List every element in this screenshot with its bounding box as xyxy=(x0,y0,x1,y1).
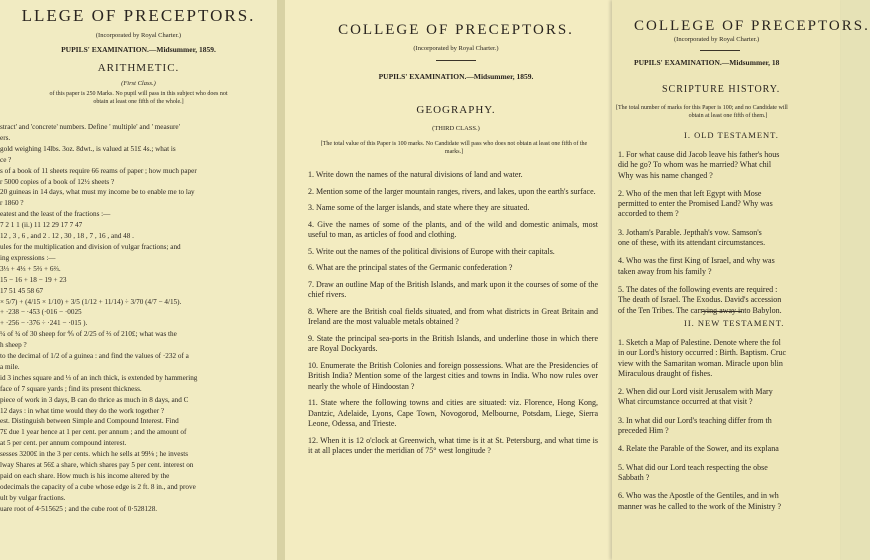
right-subtitle: (Incorporated by Royal Charter.) xyxy=(674,36,760,43)
arith-line: 20 guineas in 14 days, what must my income be to enable me to lay xyxy=(0,188,195,197)
new-testament-heading: II. NEW TESTAMENT. xyxy=(684,318,785,328)
right-marks-note xyxy=(616,104,840,120)
nt-line: 6. Who was the Apostle of the Gentiles, and in wh xyxy=(618,491,779,501)
question: 4. Give the names of some of the plants, and of the wild and domestic animals, most useful to man, as articles of food and clothing. xyxy=(308,219,598,239)
nt-line: What circumstance occurred at that visit ? xyxy=(618,397,753,407)
question: 3. Name some of the larger islands, and state where they are situated. xyxy=(308,203,530,212)
nt-line: 3. In what did our Lord's teaching differ from th xyxy=(618,415,772,425)
geography-questions xyxy=(308,170,598,463)
nt-line: Miraculous draught of fishes. xyxy=(618,368,713,378)
arith-line: lway Shares at 56£ a share, which shares pay 5 per cent. interest on xyxy=(0,461,194,470)
question: 2. Mention some of the larger mountain ranges, rivers, and lakes, upon the earth's surface. xyxy=(308,186,596,196)
arith-line: r 1860 ? xyxy=(0,199,24,208)
arith-line: at 5 per cent. per annum compound interest. xyxy=(0,439,127,448)
middle-subject-heading: GEOGRAPHY. xyxy=(416,104,496,116)
arith-line: 7£ due 1 year hence at 1 per cent. per annum ; and the amount of xyxy=(0,428,187,437)
question: 8. Where are the British coal fields situated, and from what districts in Great Britain and Ireland are the most valuable metals obtained ? xyxy=(308,306,598,326)
nt-line: 4. Relate the Parable of the Sower, and its explana xyxy=(618,444,779,454)
arith-line: id 3 inches square and ⅓ of an inch thick, is extended by hammering xyxy=(0,373,198,382)
question: 5. Write out the names of the political divisions of Europe with their capitals. xyxy=(308,246,555,256)
arith-line: 12 days : in what time would they do the work together ? xyxy=(0,406,165,415)
arith-line: sesses 3200£ in the 3 per cents. which he sells at 99⅛ ; he invests xyxy=(0,450,189,459)
left-subject-heading: ARITHMETIC. xyxy=(97,62,180,74)
nt-line: 2. When did our Lord visit Jerusalem with Mary xyxy=(618,387,773,397)
nt-line: preceded Him ? xyxy=(618,426,669,436)
arith-line: 17 51 45 58 67 xyxy=(0,286,44,295)
nt-line: Sabbath ? xyxy=(618,472,650,482)
arith-line: + ·256 − ·376 ÷ ·241 − ·015 ). xyxy=(0,319,88,328)
question: 11. State where the following towns and cities are situated: viz. Florence, Hong Kong, Dantzic, Adelaide, Lyons, Cape Town, Novogorod, Melbourne, Potsdam, Liege, Sierra Leone, Odessa, and Trieste. xyxy=(308,398,598,428)
right-subject-heading: SCRIPTURE HISTORY. xyxy=(662,84,781,95)
arith-line: uare root of 4·515625 ; and the cube root of 0·528128. xyxy=(0,504,158,513)
nt-line: manner was he called to the work of the Ministry ? xyxy=(618,501,782,511)
ot-line: 1. For what cause did Jacob leave his father's hous xyxy=(618,150,780,159)
ot-line: 3. Jotham's Parable. Jepthah's vow. Samson's xyxy=(618,227,762,237)
arith-line: piece of work in 3 days, B can do thrice as much in 8 days, and C xyxy=(0,395,189,404)
nt-line: view with the Samaritan woman. Miracle upon blin xyxy=(618,358,783,368)
old-testament-questions xyxy=(618,150,840,316)
question: 1. Write down the names of the natural divisions of land and water. xyxy=(308,170,523,179)
geography-paper xyxy=(285,0,627,560)
arith-line: to the decimal of 1/2 of a guinea : and find the values of ·232 of a xyxy=(0,352,189,361)
left-marks-note xyxy=(0,90,277,106)
left-title: LLEGE OF PRECEPTORS. xyxy=(21,6,256,25)
arith-line: ult by vulgar fractions. xyxy=(0,493,66,502)
scripture-history-paper xyxy=(612,0,870,560)
ot-line: 4. Who was the first King of Israel, and why was xyxy=(618,256,775,266)
nt-line: in our Lord's history occurred : Birth. Baptism. Cruc xyxy=(618,348,787,358)
divider xyxy=(700,50,740,51)
nt-line: 5. What did our Lord teach respecting the obse xyxy=(618,462,768,472)
ot-line: Why was his name changed ? xyxy=(618,170,713,180)
question: 10. Enumerate the British Colonies and foreign possessions. What are the Presidencies of British India? Mention some of the largest cities and towns in India. Who now rules over nearly the whole of Hindoostan ? xyxy=(308,360,598,391)
arith-line: odecimals the capacity of a cube whose edge is 2 ft. 8 in., and prove xyxy=(0,482,196,491)
right-note-line: obtain at least one fifth of them.] xyxy=(688,113,768,119)
ot-line: permitted to enter the Promised Land? Why was xyxy=(618,199,773,209)
ot-line: The death of Israel. The Exodus. David's accession xyxy=(618,295,782,305)
question: 7. Draw an outline Map of the British Islands, and mark upon it the courses of some of the chief rivers. xyxy=(308,279,598,299)
arith-line: ing expressions :— xyxy=(0,253,56,262)
arith-line: + ·238 − ·453 (·016 − ·0025 xyxy=(0,308,82,317)
middle-subtitle: (Incorporated by Royal Charter.) xyxy=(413,45,499,52)
arithmetic-paper xyxy=(0,0,277,560)
left-subtitle: (Incorporated by Royal Charter.) xyxy=(95,32,182,39)
arith-line: est. Distinguish between Simple and Compound Interest. Find xyxy=(0,417,179,426)
left-note-line: of this paper is 250 Marks. No pupil will pass in this subject who does not xyxy=(49,91,228,97)
question: 9. State the principal sea-ports in the British Islands, and underline those in which there are Royal Dockyards. xyxy=(308,333,598,353)
arith-line: 3⅓ + 4⅓ + 5⅔ + 6⅔. xyxy=(0,264,61,273)
ot-line: 5. The dates of the following events are required : xyxy=(618,284,778,294)
question: 6. What are the principal states of the Germanic confederation ? xyxy=(308,263,513,272)
middle-title: COLLEGE OF PRECEPTORS. xyxy=(338,22,574,38)
arith-line: face of 7 square yards ; find its present thickness. xyxy=(0,384,142,393)
arith-line: paid on each share. How much is his income altered by the xyxy=(0,472,170,480)
arith-line: 7 2 1 1 (ii.) 11 12 29 17 7 47 xyxy=(0,221,83,230)
right-title: COLLEGE OF PRECEPTORS. xyxy=(634,18,870,34)
arith-line: 12 , 3 , 6 , and 2 . 12 , 30 , 18 , 7 , 16 , and 48 . xyxy=(0,232,134,241)
arith-line: × 5/7) + (4/15 × 1/10) + 3/5 (1/12 + 11/14) ÷ 3/70 (4/7 − 4/15). xyxy=(0,297,182,306)
arith-line: s of a book of 11 sheets require 66 reams of paper ; how much paper xyxy=(0,166,197,175)
middle-exam-line: PUPILS' EXAMINATION.—Midsummer, 1859. xyxy=(378,72,534,81)
new-testament-questions xyxy=(618,338,840,512)
right-note-line: [The total number of marks for this Paper is 100; and no Candidate will xyxy=(616,105,788,111)
arith-line: ers. xyxy=(0,133,11,142)
ot-line: 2. Who of the men that left Egypt with Mose xyxy=(618,188,762,198)
left-exam-line: PUPILS' EXAMINATION.—Midsummer, 1859. xyxy=(61,45,216,54)
left-class-label: (First Class.) xyxy=(121,80,156,87)
arith-line: ules for the multiplication and division of vulgar fractions; and xyxy=(0,242,181,251)
old-testament-heading: I. OLD TESTAMENT. xyxy=(684,130,779,140)
ot-line: accorded to them ? xyxy=(618,209,679,219)
arith-line: gold weighing 14lbs. 3oz. 8dwt., is valued at 51£ 4s.; what is xyxy=(0,144,176,153)
arith-line: stract' and 'concrete' numbers. Define ' multiple' and ' measure' xyxy=(0,123,180,131)
middle-marks-note: [The total value of this Paper is 100 marks. No Candidate will pass who does not obtain at least one fifth of the marks.] xyxy=(320,141,588,155)
ot-line: one of these, with its attendant circumstances. xyxy=(618,238,766,248)
divider xyxy=(702,311,742,312)
arith-line: r 5000 copies of a book of 12½ sheets ? xyxy=(0,177,115,186)
arith-line: ce ? xyxy=(0,155,12,164)
middle-class-label: (THIRD CLASS.) xyxy=(432,125,480,132)
right-exam-line: PUPILS' EXAMINATION.—Midsummer, 18 xyxy=(634,58,780,67)
ot-line: did he go? To whom was he married? What chil xyxy=(618,160,772,170)
arith-line: ¼ of ¾ of 30 sheep for ⅘ of 2/25 of ⅔ of 210£; what was the xyxy=(0,330,177,339)
arith-line: h sheep ? xyxy=(0,341,27,350)
arith-line: 15 − 16 + 18 − 19 + 23 xyxy=(0,275,67,284)
arith-line: eatest and the least of the fractions :— xyxy=(0,210,111,219)
ot-line: of the Ten Tribes. The carrying away into Babylon. xyxy=(618,305,782,315)
arithmetic-questions xyxy=(0,122,275,515)
ot-line: taken away from his family ? xyxy=(618,266,712,276)
question: 12. When it is 12 o'clock at Greenwich, what time is it at St. Petersburg, and what time is it at all places under the meridian of 75° west longitude ? xyxy=(308,435,598,455)
left-note-line: obtain at least one fifth of the whole.] xyxy=(93,99,184,105)
nt-line: 1. Sketch a Map of Palestine. Denote where the fol xyxy=(618,338,781,347)
divider xyxy=(436,60,476,61)
arith-line: a mile. xyxy=(0,362,20,371)
